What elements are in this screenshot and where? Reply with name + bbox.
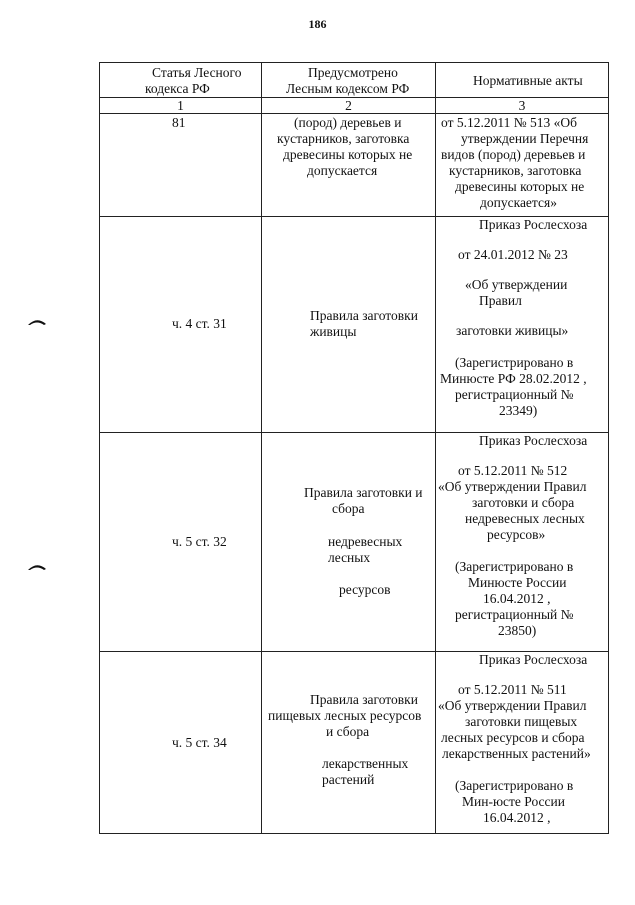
article-cell: ч. 5 ст. 34 — [100, 652, 262, 834]
column-number: 3 — [436, 98, 609, 114]
header-line: Лесным кодексом РФ — [286, 81, 410, 96]
table-row — [100, 433, 609, 652]
column-number-row — [100, 98, 609, 114]
article-cell: 81 — [100, 114, 262, 217]
act-cell: от 5.12.2011 № 513 «Об утверждении Перечня видов (пород) деревьев и кустарников, заготовка древесины которых не допускается» — [436, 114, 609, 217]
header-line: кодекса РФ — [145, 81, 210, 96]
header-line: Статья Лесного — [152, 65, 242, 80]
provision-cell: Правила заготовки и сбора недревесных лесных ресурсов — [262, 433, 436, 652]
header-acts — [436, 63, 609, 98]
margin-mark — [27, 318, 47, 326]
margin-mark — [27, 563, 47, 571]
article-cell: ч. 4 ст. 31 — [100, 217, 262, 433]
header-provision — [262, 63, 436, 98]
page-number: 186 — [308, 17, 327, 31]
table-row — [100, 217, 609, 433]
act-cell: Приказ Рослесхоза от 5.12.2011 № 511 «Об утверждении Правил заготовки пищевых лесных ресурсов и сбора лекарственных растений» (Зарегистрировано в Мин-юсте России 16.04.2012 , — [436, 652, 609, 834]
provision-cell: Правила заготовки пищевых лесных ресурсов и сбора лекарственных растений — [262, 652, 436, 834]
provision-cell: (пород) деревьев и кустарников, заготовка древесины которых не допускается — [262, 114, 436, 217]
column-number: 1 — [100, 98, 262, 114]
article-cell: ч. 5 ст. 32 — [100, 433, 262, 652]
regulations-table — [99, 62, 609, 834]
header-line: Нормативные акты — [473, 73, 583, 88]
header-line: Предусмотрено — [308, 65, 398, 80]
act-cell: Приказ Рослесхоза от 24.01.2012 № 23 «Об утверждении Правил заготовки живицы» (Зарегистрировано в Минюсте РФ 28.02.2012 , регистрационный № 23349) — [436, 217, 609, 433]
table-row — [100, 114, 609, 217]
column-number: 2 — [262, 98, 436, 114]
provision-cell: Правила заготовки живицы — [262, 217, 436, 433]
header-article — [100, 63, 262, 98]
table-header-row — [100, 63, 609, 98]
table-row — [100, 652, 609, 834]
act-cell: Приказ Рослесхоза от 5.12.2011 № 512 «Об утверждении Правил заготовки и сбора недревесных лесных ресурсов» (Зарегистрировано в Минюсте России 16.04.2012 , регистрационный № 23850) — [436, 433, 609, 652]
